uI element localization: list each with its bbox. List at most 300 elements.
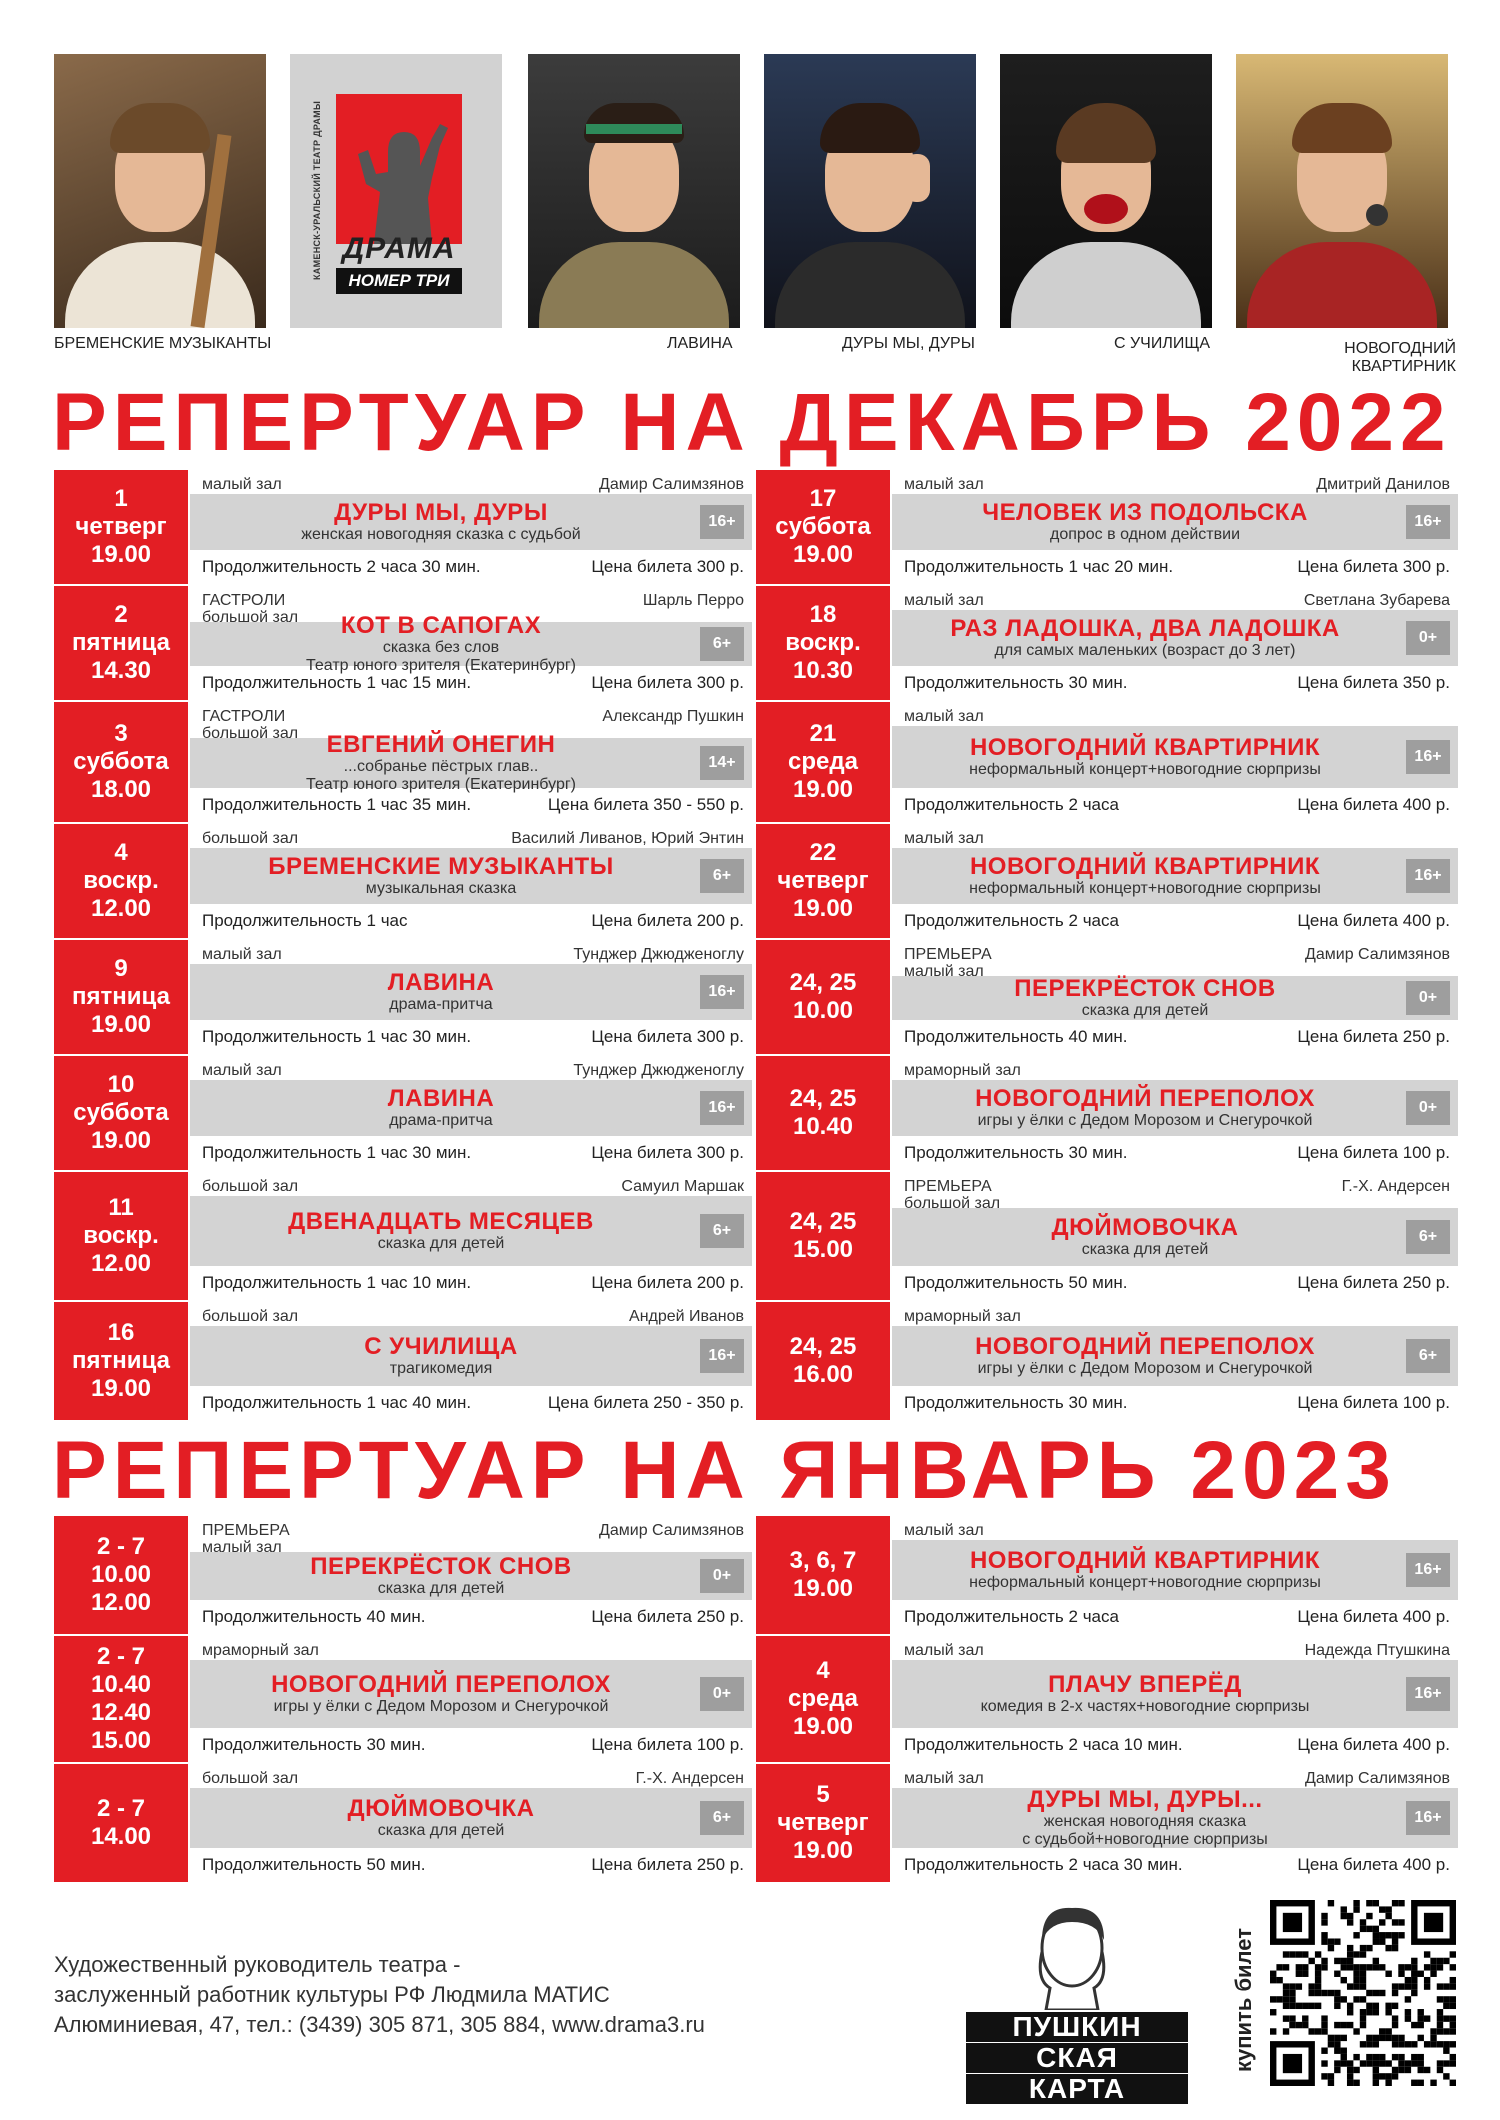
entry-subtitle: сказка для детей xyxy=(1081,1241,1209,1258)
age-rating-badge: 16+ xyxy=(700,1339,744,1373)
entry-date xyxy=(756,940,890,1054)
age-rating-badge: 16+ xyxy=(1406,740,1450,774)
entry-subtitle: сказка для детей xyxy=(1081,1002,1209,1019)
schedule-entry xyxy=(54,824,752,938)
entry-hall: малый зал xyxy=(904,963,984,980)
entry-body xyxy=(892,1636,1458,1762)
entry-day-line: 19.00 xyxy=(90,1375,152,1402)
entry-duration: Продолжительность 30 мин. xyxy=(202,1735,426,1754)
entry-duration: Продолжительность 30 мин. xyxy=(904,1393,1128,1412)
entry-body xyxy=(190,702,752,822)
pushkin-card-word: КАРТА xyxy=(966,2074,1188,2104)
entry-body xyxy=(892,824,1458,938)
entry-author: Самуил Маршак xyxy=(621,1178,744,1195)
entry-day-line: пятница xyxy=(72,629,170,656)
entry-day-line: 19.00 xyxy=(90,541,152,568)
entry-price: Цена билета 350 р. xyxy=(1297,673,1450,692)
entry-body xyxy=(892,1302,1458,1420)
entry-duration: Продолжительность 1 час 10 мин. xyxy=(202,1273,472,1292)
entry-day-line: 14.30 xyxy=(90,657,152,684)
photo-caption: ЛАВИНА xyxy=(667,335,733,352)
entry-price: Цена билета 300 р. xyxy=(591,673,744,692)
logo-subtitle: НОМЕР ТРИ xyxy=(336,268,462,294)
entry-body xyxy=(190,1172,752,1300)
entry-day-line: 5 xyxy=(816,1781,830,1808)
entry-title: ЕВГЕНИЙ ОНЕГИН xyxy=(326,731,556,758)
schedule-entry xyxy=(54,1764,752,1882)
entry-hall-group xyxy=(904,476,984,493)
entry-date xyxy=(756,824,890,938)
schedule-entry xyxy=(54,1516,752,1634)
entry-author: Дамир Салимзянов xyxy=(599,1522,744,1539)
entry-subtitle: неформальный концерт+новогодние сюрпризы xyxy=(969,761,1321,778)
entry-title: ДЮЙМОВОЧКА xyxy=(347,1795,535,1822)
entry-price: Цена билета 400 р. xyxy=(1297,1855,1450,1874)
entry-day-line: воскр. xyxy=(83,1222,159,1249)
schedule-entry xyxy=(756,1764,1458,1882)
entry-body xyxy=(892,1172,1458,1300)
entry-day-line: четверг xyxy=(75,513,167,540)
age-rating-badge: 6+ xyxy=(1406,1339,1450,1373)
entry-price: Цена билета 250 р. xyxy=(591,1855,744,1874)
entry-hall: ПРЕМЬЕРА xyxy=(202,1522,290,1539)
entry-subtitle: неформальный концерт+новогодние сюрпризы xyxy=(969,880,1321,897)
entry-day-line: пятница xyxy=(72,983,170,1010)
entry-hall: большой зал xyxy=(202,1178,299,1195)
entry-title: НОВОГОДНИЙ ПЕРЕПОЛОХ xyxy=(975,1333,1315,1360)
entry-day-line: пятница xyxy=(72,1347,170,1374)
entry-title: ДУРЫ МЫ, ДУРЫ xyxy=(334,499,548,526)
age-rating-badge: 0+ xyxy=(1406,981,1450,1015)
entry-hall: малый зал xyxy=(904,1642,984,1659)
photo-caption: НОВОГОДНИЙ КВАРТИРНИК xyxy=(1344,340,1456,375)
age-rating-badge: 0+ xyxy=(700,1677,744,1711)
entry-author: Дмитрий Данилов xyxy=(1316,476,1450,493)
entry-price: Цена билета 250 р. xyxy=(1297,1273,1450,1292)
entry-hall: малый зал xyxy=(904,708,984,725)
age-rating-badge: 6+ xyxy=(1406,1220,1450,1254)
photo-s-uchilishcha xyxy=(1000,54,1212,328)
entry-day-line: 10.40 xyxy=(90,1671,152,1698)
entry-duration: Продолжительность 1 час 30 мин. xyxy=(202,1143,472,1162)
entry-hall: большой зал xyxy=(904,1195,1001,1212)
entry-date xyxy=(54,824,188,938)
entry-day-line: 24, 25 xyxy=(789,969,857,996)
entry-author: Андрей Иванов xyxy=(629,1308,744,1325)
entry-hall-group xyxy=(202,830,298,847)
entry-body xyxy=(190,1636,752,1762)
entry-duration: Продолжительность 2 часа xyxy=(904,911,1119,930)
entry-date xyxy=(54,940,188,1054)
age-rating-badge: 16+ xyxy=(1406,505,1450,539)
age-rating-badge: 6+ xyxy=(700,1214,744,1248)
footer-line: заслуженный работник культуры РФ Людмила МАТИС xyxy=(54,1982,610,2007)
entry-hall: малый зал xyxy=(202,1062,282,1079)
entry-day-line: 10 xyxy=(107,1071,135,1098)
entry-day-line: 3, 6, 7 xyxy=(789,1547,857,1574)
entry-subtitle: игры у ёлки с Дедом Морозом и Снегурочкой xyxy=(977,1360,1313,1377)
entry-hall-group xyxy=(202,946,282,963)
entry-date xyxy=(756,1636,890,1762)
entry-hall-group xyxy=(904,708,984,725)
entry-hall: малый зал xyxy=(904,1522,984,1539)
entry-hall: большой зал xyxy=(202,1308,299,1325)
entry-day-line: 18 xyxy=(809,601,837,628)
schedule-entry xyxy=(54,1172,752,1300)
entry-price: Цена билета 300 р. xyxy=(1297,557,1450,576)
age-rating-badge: 16+ xyxy=(700,1091,744,1125)
entry-price: Цена билета 300 р. xyxy=(591,557,744,576)
entry-date xyxy=(54,1516,188,1634)
entry-author: Дамир Салимзянов xyxy=(1305,1770,1450,1787)
entry-hall: малый зал xyxy=(904,830,984,847)
entry-price: Цена билета 100 р. xyxy=(1297,1393,1450,1412)
footer-line: Художественный руководитель театра - xyxy=(54,1952,461,1977)
entry-price: Цена билета 200 р. xyxy=(591,911,744,930)
entry-author: Светлана Зубарева xyxy=(1303,592,1450,609)
entry-subtitle: Театр юного зрителя (Екатеринбург) xyxy=(306,776,576,793)
entry-subtitle: с судьбой+новогодние сюрпризы xyxy=(1022,1831,1268,1848)
entry-title: РАЗ ЛАДОШКА, ДВА ЛАДОШКА xyxy=(950,615,1340,642)
entry-body xyxy=(190,1764,752,1882)
pushkin-card-logo xyxy=(966,1900,1188,2106)
entry-body xyxy=(892,1516,1458,1634)
entry-date xyxy=(54,1764,188,1882)
entry-subtitle: игры у ёлки с Дедом Морозом и Снегурочкой xyxy=(273,1698,609,1715)
entry-day-line: 2 - 7 xyxy=(96,1643,146,1670)
entry-hall: малый зал xyxy=(904,592,984,609)
entry-duration: Продолжительность 1 час 15 мин. xyxy=(202,673,472,692)
footer-address: Алюминиевая, 47, тел.: (3439) 305 871, 305 884, www.drama3.ru xyxy=(54,2012,705,2037)
entry-hall-group xyxy=(202,1522,290,1556)
entry-duration: Продолжительность 1 час 30 мин. xyxy=(202,1027,472,1046)
entry-duration: Продолжительность 50 мин. xyxy=(904,1273,1128,1292)
entry-hall-group xyxy=(904,1062,1021,1079)
entry-duration: Продолжительность 2 часа xyxy=(904,795,1119,814)
entry-day-line: 15.00 xyxy=(792,1236,854,1263)
entry-author: Надежда Птушкина xyxy=(1304,1642,1450,1659)
entry-hall: ПРЕМЬЕРА xyxy=(904,1178,992,1195)
entry-body xyxy=(190,1516,752,1634)
entry-subtitle: драма-притча xyxy=(389,996,493,1013)
entry-duration: Продолжительность 2 часа 30 мин. xyxy=(904,1855,1183,1874)
entry-duration: Продолжительность 1 час 20 мин. xyxy=(904,557,1174,576)
entry-body xyxy=(892,702,1458,822)
entry-hall: ГАСТРОЛИ xyxy=(202,592,286,609)
entry-day-line: 19.00 xyxy=(792,895,854,922)
entry-day-line: 12.00 xyxy=(90,1589,152,1616)
entry-day-line: 2 - 7 xyxy=(96,1795,146,1822)
entry-date xyxy=(54,1636,188,1762)
entry-subtitle: сказка для детей xyxy=(377,1580,505,1597)
photo-dury-my-dury xyxy=(764,54,976,328)
entry-day-line: четверг xyxy=(777,1809,869,1836)
entry-date xyxy=(54,586,188,700)
entry-day-line: 19.00 xyxy=(90,1011,152,1038)
entry-title: ДУРЫ МЫ, ДУРЫ... xyxy=(1027,1786,1263,1813)
entry-title: КОТ В САПОГАХ xyxy=(340,612,542,639)
entry-subtitle: комедия в 2-х частях+новогодние сюрпризы xyxy=(980,1698,1310,1715)
logo-side-text: КАМЕНСК-УРАЛЬСКИЙ ТЕАТР ДРАМЫ xyxy=(312,100,322,280)
entry-day-line: 12.00 xyxy=(90,1250,152,1277)
schedule-entry xyxy=(756,824,1458,938)
entry-subtitle: Театр юного зрителя (Екатеринбург) xyxy=(306,657,576,674)
entry-date xyxy=(756,1302,890,1420)
entry-date xyxy=(756,1172,890,1300)
qr-code-icon[interactable] xyxy=(1270,1900,1456,2086)
entry-duration: Продолжительность 30 мин. xyxy=(904,1143,1128,1162)
buy-ticket-label: купить билет xyxy=(1231,1928,1256,2072)
entry-duration: Продолжительность 2 часа 30 мин. xyxy=(202,557,481,576)
photo-bremen-musicians xyxy=(54,54,266,328)
theatre-logo xyxy=(290,54,502,328)
entry-day-line: 3 xyxy=(114,720,128,747)
entry-subtitle: сказка без слов xyxy=(382,639,500,656)
entry-day-line: 19.00 xyxy=(792,541,854,568)
entry-body xyxy=(892,586,1458,700)
entry-hall-group xyxy=(202,1770,298,1787)
entry-subtitle: женская новогодняя сказка с судьбой xyxy=(301,526,581,543)
entry-body xyxy=(892,1056,1458,1170)
entry-title: ПЕРЕКРЁСТОК СНОВ xyxy=(1014,975,1276,1002)
entry-day-line: 4 xyxy=(816,1657,830,1684)
entry-hall: большой зал xyxy=(202,830,299,847)
age-rating-badge: 6+ xyxy=(700,1801,744,1835)
age-rating-badge: 16+ xyxy=(700,975,744,1009)
entry-hall: малый зал xyxy=(904,1770,984,1787)
entry-day-line: 19.00 xyxy=(792,1575,854,1602)
entry-title: НОВОГОДНИЙ ПЕРЕПОЛОХ xyxy=(271,1671,611,1698)
entry-date xyxy=(54,470,188,584)
age-rating-badge: 0+ xyxy=(1406,621,1450,655)
entry-day-line: воскр. xyxy=(785,629,861,656)
entry-date xyxy=(756,470,890,584)
entry-day-line: 4 xyxy=(114,839,128,866)
schedule-entry xyxy=(54,1056,752,1170)
entry-title: ПЛАЧУ ВПЕРЁД xyxy=(1048,1671,1242,1698)
entry-date xyxy=(756,1056,890,1170)
age-rating-badge: 14+ xyxy=(700,746,744,780)
entry-hall-group xyxy=(202,1642,319,1659)
entry-day-line: 19.00 xyxy=(792,776,854,803)
entry-hall-group xyxy=(904,1178,1000,1212)
age-rating-badge: 0+ xyxy=(700,1559,744,1593)
age-rating-badge: 16+ xyxy=(700,505,744,539)
entry-hall-group xyxy=(904,830,984,847)
entry-title: БРЕМЕНСКИЕ МУЗЫКАНТЫ xyxy=(268,853,614,880)
entry-day-line: воскр. xyxy=(83,867,159,894)
entry-hall: большой зал xyxy=(202,725,299,742)
entry-subtitle: ...собранье пёстрых глав.. xyxy=(343,758,539,775)
entry-date xyxy=(54,1302,188,1420)
entry-price: Цена билета 250 р. xyxy=(591,1607,744,1626)
entry-author: Александр Пушкин xyxy=(602,708,744,725)
entry-hall-group xyxy=(202,476,282,493)
entry-hall-group xyxy=(904,1522,984,1539)
entry-day-line: 14.00 xyxy=(90,1823,152,1850)
entry-day-line: 10.00 xyxy=(792,997,854,1024)
entry-body xyxy=(190,470,752,584)
entry-author: Василий Ливанов, Юрий Энтин xyxy=(511,830,744,847)
entry-title: НОВОГОДНИЙ КВАРТИРНИК xyxy=(969,853,1321,880)
schedule-entry xyxy=(756,1636,1458,1762)
entry-hall: мраморный зал xyxy=(904,1308,1021,1325)
entry-body xyxy=(190,824,752,938)
schedule-entry xyxy=(54,702,752,822)
pushkin-portrait-icon xyxy=(1006,1900,1136,2010)
entry-duration: Продолжительность 50 мин. xyxy=(202,1855,426,1874)
photo-caption: ДУРЫ МЫ, ДУРЫ xyxy=(842,335,975,352)
entry-price: Цена билета 250 р. xyxy=(1297,1027,1450,1046)
entry-day-line: 12.00 xyxy=(90,895,152,922)
entry-body xyxy=(190,1056,752,1170)
entry-day-line: среда xyxy=(788,748,858,775)
entry-date xyxy=(756,702,890,822)
schedule-entry xyxy=(54,940,752,1054)
entry-body xyxy=(892,940,1458,1054)
entry-hall: ГАСТРОЛИ xyxy=(202,708,286,725)
entry-title: С УЧИЛИЩА xyxy=(364,1333,518,1360)
age-rating-badge: 16+ xyxy=(1406,1553,1450,1587)
entry-duration: Продолжительность 2 часа 10 мин. xyxy=(904,1735,1183,1754)
age-rating-badge: 16+ xyxy=(1406,859,1450,893)
entry-price: Цена билета 100 р. xyxy=(1297,1143,1450,1162)
entry-hall-group xyxy=(904,592,984,609)
entry-day-line: 17 xyxy=(809,485,837,512)
age-rating-badge: 16+ xyxy=(1406,1801,1450,1835)
schedule-entry xyxy=(756,1172,1458,1300)
schedule-entry xyxy=(54,1636,752,1762)
december-heading: РЕПЕРТУАР НА ДЕКАБРЬ 2022 xyxy=(52,377,1452,468)
entry-author: Тунджер Джюдженоглу xyxy=(573,1062,744,1079)
entry-day-line: 19.00 xyxy=(792,1713,854,1740)
entry-hall-group xyxy=(202,1178,298,1195)
entry-title: ДВЕНАДЦАТЬ МЕСЯЦЕВ xyxy=(288,1208,594,1235)
entry-duration: Продолжительность 1 час 35 мин. xyxy=(202,795,472,814)
entry-body xyxy=(892,1764,1458,1882)
entry-price: Цена билета 350 - 550 р. xyxy=(547,795,744,814)
entry-hall: малый зал xyxy=(202,1539,282,1556)
entry-day-line: 10.00 xyxy=(90,1561,152,1588)
entry-hall-group xyxy=(904,1308,1021,1325)
entry-duration: Продолжительность 1 час 40 мин. xyxy=(202,1393,472,1412)
schedule-entry xyxy=(756,1302,1458,1420)
entry-day-line: 16 xyxy=(107,1319,135,1346)
entry-body xyxy=(190,586,752,700)
entry-hall: большой зал xyxy=(202,609,299,626)
photo-caption: С УЧИЛИЩА xyxy=(1114,335,1210,352)
schedule-entry xyxy=(54,1302,752,1420)
entry-price: Цена билета 300 р. xyxy=(591,1143,744,1162)
entry-day-line: 22 xyxy=(809,839,837,866)
logo-title: ДРАМА xyxy=(342,232,456,265)
entry-day-line: 9 xyxy=(114,955,128,982)
entry-author: Дамир Салимзянов xyxy=(599,476,744,493)
entry-price: Цена билета 200 р. xyxy=(591,1273,744,1292)
entry-author: Шарль Перро xyxy=(642,592,744,609)
entry-price: Цена билета 400 р. xyxy=(1297,795,1450,814)
entry-title: ДЮЙМОВОЧКА xyxy=(1051,1214,1239,1241)
entry-hall: малый зал xyxy=(202,946,282,963)
entry-date xyxy=(54,1172,188,1300)
entry-duration: Продолжительность 30 мин. xyxy=(904,673,1128,692)
photo-lavina xyxy=(528,54,740,328)
schedule-entry xyxy=(756,1056,1458,1170)
entry-day-line: 1 xyxy=(114,485,128,512)
entry-subtitle: сказка для детей xyxy=(377,1235,505,1252)
entry-price: Цена билета 400 р. xyxy=(1297,1607,1450,1626)
january-heading: РЕПЕРТУАР НА ЯНВАРЬ 2023 xyxy=(52,1425,1397,1516)
entry-subtitle: допрос в одном действии xyxy=(1049,526,1241,543)
age-rating-badge: 6+ xyxy=(700,627,744,661)
entry-price: Цена билета 400 р. xyxy=(1297,1735,1450,1754)
entry-date xyxy=(54,702,188,822)
entry-title: ЛАВИНА xyxy=(387,1085,495,1112)
entry-author: Тунджер Джюдженоглу xyxy=(573,946,744,963)
entry-hall-group xyxy=(202,1308,298,1325)
schedule-entry xyxy=(756,940,1458,1054)
pushkin-card-word: СКАЯ xyxy=(966,2043,1188,2073)
schedule-entry xyxy=(756,586,1458,700)
entry-day-line: 19.00 xyxy=(792,1837,854,1864)
entry-date xyxy=(756,1764,890,1882)
entry-author: Г.-Х. Андерсен xyxy=(635,1770,744,1787)
entry-body xyxy=(892,470,1458,584)
entry-day-line: 24, 25 xyxy=(789,1333,857,1360)
entry-price: Цена билета 250 - 350 р. xyxy=(547,1393,744,1412)
entry-body xyxy=(190,1302,752,1420)
entry-subtitle: драма-притча xyxy=(389,1112,493,1129)
schedule-entry xyxy=(756,470,1458,584)
age-rating-badge: 16+ xyxy=(1406,1677,1450,1711)
entry-date xyxy=(756,586,890,700)
footer-info xyxy=(54,1950,705,2040)
entry-hall-group xyxy=(904,946,992,980)
entry-body xyxy=(190,940,752,1054)
schedule-entry xyxy=(756,702,1458,822)
entry-subtitle: женская новогодняя сказка xyxy=(1043,1813,1247,1830)
entry-day-line: 18.00 xyxy=(90,776,152,803)
entry-day-line: 21 xyxy=(809,720,837,747)
entry-date xyxy=(756,1516,890,1634)
pushkin-card-word: ПУШКИН xyxy=(966,2012,1188,2042)
entry-day-line: 15.00 xyxy=(90,1727,152,1754)
photo-strip xyxy=(54,54,1456,328)
age-rating-badge: 6+ xyxy=(700,859,744,893)
photo-novogodniy-kvartirnik xyxy=(1236,54,1448,328)
entry-subtitle: для самых маленьких (возраст до 3 лет) xyxy=(994,642,1296,659)
entry-duration: Продолжительность 40 мин. xyxy=(202,1607,426,1626)
entry-day-line: суббота xyxy=(775,513,871,540)
entry-duration: Продолжительность 1 час xyxy=(202,911,408,930)
entry-hall: мраморный зал xyxy=(202,1642,319,1659)
entry-day-line: суббота xyxy=(73,1099,169,1126)
entry-title: НОВОГОДНИЙ КВАРТИРНИК xyxy=(969,1547,1321,1574)
entry-day-line: суббота xyxy=(73,748,169,775)
entry-hall: малый зал xyxy=(904,476,984,493)
entry-day-line: 16.00 xyxy=(792,1361,854,1388)
entry-title: НОВОГОДНИЙ ПЕРЕПОЛОХ xyxy=(975,1085,1315,1112)
entry-subtitle: трагикомедия xyxy=(389,1360,493,1377)
entry-day-line: 12.40 xyxy=(90,1699,152,1726)
entry-price: Цена билета 300 р. xyxy=(591,1027,744,1046)
entry-subtitle: сказка для детей xyxy=(377,1822,505,1839)
entry-hall-group xyxy=(202,1062,282,1079)
schedule-entry xyxy=(54,470,752,584)
entry-hall: большой зал xyxy=(202,1770,299,1787)
entry-price: Цена билета 100 р. xyxy=(591,1735,744,1754)
entry-hall: малый зал xyxy=(202,476,282,493)
